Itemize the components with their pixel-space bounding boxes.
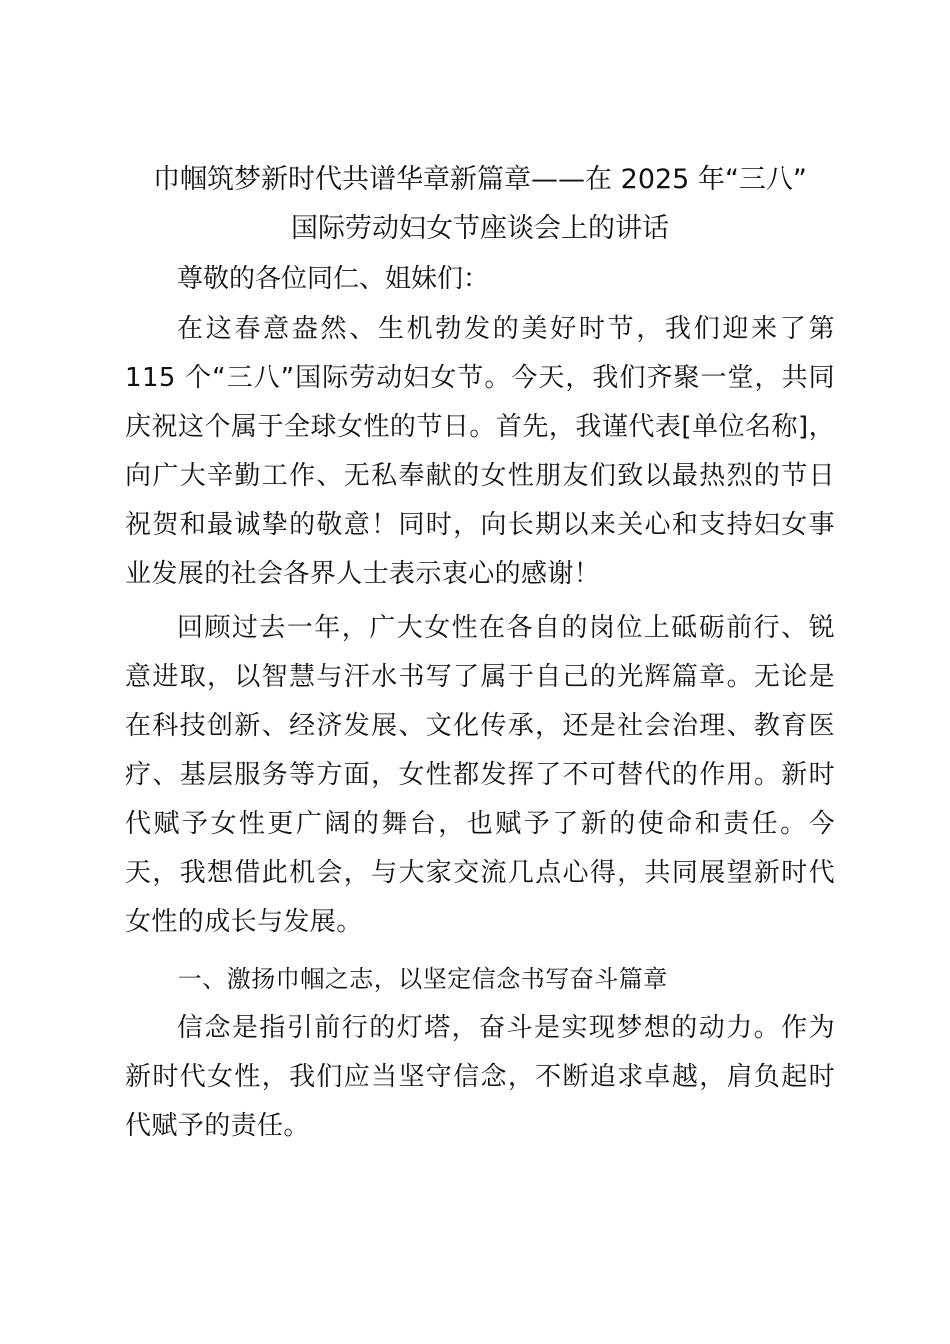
- title-line-2: 国际劳动妇女节座谈会上的讲话: [291, 213, 669, 244]
- greeting: 尊敬的各位同仁、姐妹们：: [177, 264, 490, 294]
- document-body: [125, 155, 835, 1151]
- section-heading: 一、激扬巾帼之志，以坚定信念书写奋斗篇章: [177, 965, 668, 993]
- paragraph-review: 回顾过去一年，广大女性在各自的岗位上砥砺前行、锐意进取，以智慧与汗水书写了属于自己的光辉篇章。无论是在科技创新、经济发展、文化传承，还是社会治理、教育医疗、基层服务等方面，女性都发挥了不可替代的作用。新时代赋予女性更广阔的舞台，也赋予了新的使命和责任。今天，我想借此机会，与大家交流几点心得，共同展望新时代女性的成长与发展。: [125, 613, 835, 937]
- paragraph-opening: 在这春意盎然、生机勃发的美好时节，我们迎来了第 115 个“三八”国际劳动妇女节。今天，我们齐聚一堂，共同庆祝这个属于全球女性的节日。首先，我谨代表[单位名称]，向广大辛勤工作、无私奉献的女性朋友们致以最热烈的节日祝贺和最诚挚的敬意！同时，向长期以来关心和支持妇女事业发展的社会各界人士表示衷心的感谢！: [125, 314, 835, 589]
- document-title: [125, 155, 835, 253]
- section-paragraph: 信念是指引前行的灯塔，奋斗是实现梦想的动力。作为新时代女性，我们应当坚守信念，不断追求卓越，肩负起时代赋予的责任。: [125, 1013, 835, 1141]
- title-line-1: 巾帼筑梦新时代共谱华章新篇章——在 2025 年“三八”: [153, 164, 807, 195]
